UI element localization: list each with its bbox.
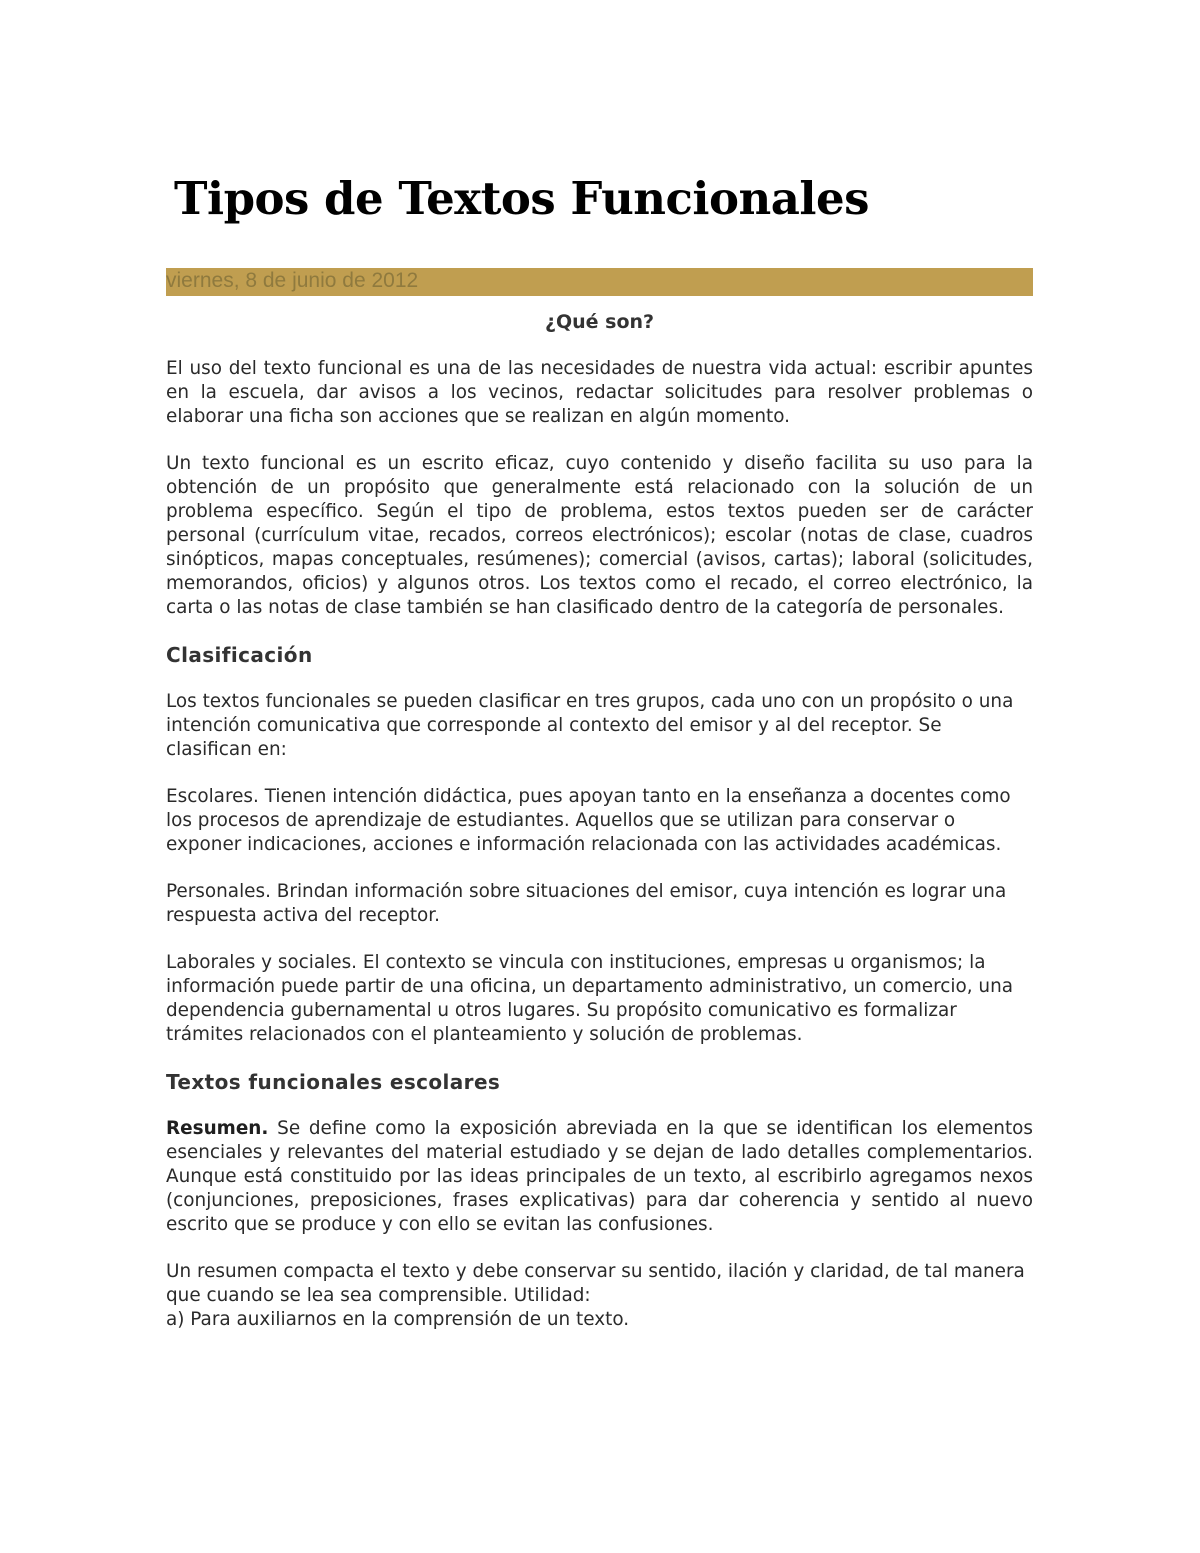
clasificacion-escolares: Escolares. Tienen intención didáctica, pues apoyan tanto en la enseñanza a docentes como los procesos de aprendizaje de estudiantes. Aquellos que se utilizan para conservar o exponer indicaciones, acciones e información relacionada con las actividades académicas.: [166, 786, 1011, 855]
resumen-paragraph: [166, 1117, 1033, 1237]
post-date: viernes, 8 de junio de 2012: [166, 269, 419, 292]
document-title: Tipos de Textos Funcionales: [174, 172, 869, 225]
intro-paragraph-1: El uso del texto funcional es una de las necesidades de nuestra vida actual: escribir apuntes en la escuela, dar avisos a los vecinos, redactar solicitudes para resolver problemas o elaborar una ficha son acciones que se realizan en algún momento.: [166, 358, 1033, 427]
resumen-label: Resumen.: [166, 1118, 269, 1139]
clasificacion-personales: Personales. Brindan información sobre situaciones del emisor, cuya intención es lograr una respuesta activa del receptor.: [166, 881, 1007, 926]
date-bar: [166, 268, 1033, 296]
clasificacion-laborales: Laborales y sociales. El contexto se vincula con instituciones, empresas u organismos; la información puede partir de una oficina, un departamento administrativo, un comercio, una dependencia gubernamental u otros lugares. Su propósito comunicativo es formalizar trámites relacionados con el planteamiento y solución de problemas.: [166, 952, 1014, 1045]
heading-que-son: ¿Qué son?: [544, 311, 655, 333]
resumen-paragraph-2: Un resumen compacta el texto y debe conservar su sentido, ilación y claridad, de tal manera que cuando se lea sea comprensible. Utilidad:: [166, 1261, 1025, 1306]
clasificacion-paragraph-1: Los textos funcionales se pueden clasificar en tres grupos, cada uno con un propósito o una intención comunicativa que corresponde al contexto del emisor y al del receptor. Se clasifican en:: [166, 691, 1014, 760]
heading-clasificacion: Clasificación: [166, 643, 313, 667]
document-body: [166, 310, 1033, 1332]
resumen-text: Se define como la exposición abreviada en la que se identifican los elementos esenciales y relevantes del material estudiado y se dejan de lado detalles complementarios. Aunque está constituido por las ideas principales de un texto, al escribirlo agregamos nexos (conjunciones, preposiciones, frases explicativas) para dar coherencia y sentido al nuevo escrito que se produce y con ello se evitan las confusiones.: [166, 1118, 1033, 1235]
list-item: a) Para auxiliarnos en la comprensión de un texto.: [166, 1309, 630, 1330]
heading-escolares: Textos funcionales escolares: [166, 1070, 501, 1094]
intro-paragraph-2: Un texto funcional es un escrito eficaz, cuyo contenido y diseño facilita su uso para la obtención de un propósito que generalmente está relacionado con la solución de un problema específico. Según el tipo de problema, estos textos pueden ser de carácter personal (currículum vitae, recados, correos electrónicos); escolar (notas de clase, cuadros sinópticos, mapas conceptuales, resúmenes); comercial (avisos, cartas); laboral (solicitudes, memorandos, oficios) y algunos otros. Los textos como el recado, el correo electrónico, la carta o las notas de clase también se han clasificado dentro de la categoría de personales.: [166, 453, 1033, 618]
